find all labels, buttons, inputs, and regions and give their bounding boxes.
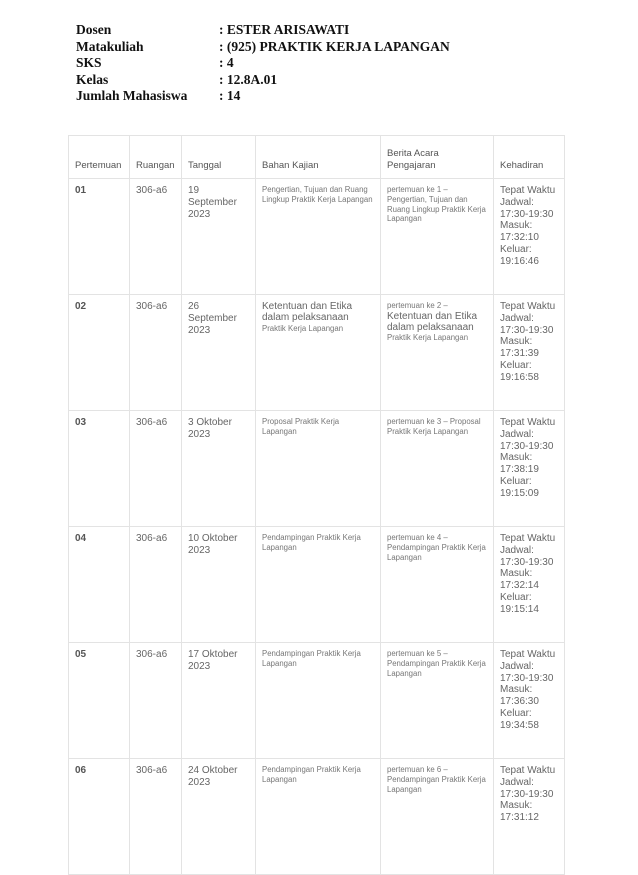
cell-pertemuan: 06 xyxy=(69,759,130,875)
info-value: : (925) PRAKTIK KERJA LAPANGAN xyxy=(219,38,450,54)
cell-text: Pendampingan Praktik Kerja Lapangan xyxy=(262,533,361,552)
info-label: SKS xyxy=(76,55,102,70)
info-row-kelas xyxy=(76,72,450,89)
info-row-sks xyxy=(76,55,450,72)
cell-ruangan: 306-a6 xyxy=(130,759,182,875)
cell-text: pertemuan ke 2 – xyxy=(387,301,448,310)
cell-text: pertemuan ke 6 – Pendampingan Praktik Kerja Lapangan xyxy=(387,765,486,794)
cell-kehadiran: Tepat Waktu Jadwal: 17:30-19:30 Masuk: 17:31:12 xyxy=(494,759,565,875)
info-value: : ESTER ARISAWATI xyxy=(219,22,350,37)
info-label: Kelas xyxy=(76,71,109,87)
cell-tanggal: 10 Oktober 2023 xyxy=(182,527,256,643)
cell-text: Pengertian, Tujuan dan Ruang Lingkup Praktik Kerja Lapangan xyxy=(262,185,373,204)
info-row-matakuliah xyxy=(76,39,450,56)
cell-berita-acara xyxy=(381,295,494,411)
cell-text: Ketentuan dan Etika dalam pelaksanaan xyxy=(387,310,478,334)
cell-bahan-kajian xyxy=(256,527,381,643)
cell-kehadiran: Tepat Waktu Jadwal: 17:30-19:30 Masuk: 17:36:30 Keluar: 19:34:58 xyxy=(494,643,565,759)
info-row-dosen xyxy=(76,22,450,39)
table-row xyxy=(69,759,565,875)
cell-tanggal: 17 Oktober 2023 xyxy=(182,643,256,759)
cell-pertemuan: 01 xyxy=(69,179,130,295)
header-tanggal: Tanggal xyxy=(182,136,256,179)
cell-pertemuan: 03 xyxy=(69,411,130,527)
table-row xyxy=(69,295,565,411)
cell-bahan-kajian xyxy=(256,759,381,875)
table-row xyxy=(69,643,565,759)
cell-kehadiran: Tepat Waktu Jadwal: 17:30-19:30 Masuk: 17:31:39 Keluar: 19:16:58 xyxy=(494,295,565,411)
table-row xyxy=(69,179,565,295)
cell-text: Pendampingan Praktik Kerja Lapangan xyxy=(262,649,361,668)
cell-berita-acara xyxy=(381,643,494,759)
table-row xyxy=(69,411,565,527)
info-row-jumlah-mahasiswa xyxy=(76,88,450,105)
cell-berita-acara xyxy=(381,527,494,643)
info-label: Matakuliah xyxy=(76,38,144,54)
cell-tanggal: 19 September 2023 xyxy=(182,179,256,295)
cell-kehadiran: Tepat Waktu Jadwal: 17:30-19:30 Masuk: 17:32:10 Keluar: 19:16:46 xyxy=(494,179,565,295)
info-value: : 4 xyxy=(219,55,234,70)
cell-pertemuan: 02 xyxy=(69,295,130,411)
cell-text: Proposal Praktik Kerja Lapangan xyxy=(262,417,340,436)
cell-berita-acara xyxy=(381,179,494,295)
cell-bahan-kajian xyxy=(256,643,381,759)
header-ruangan: Ruangan xyxy=(130,136,182,179)
cell-ruangan: 306-a6 xyxy=(130,411,182,527)
attendance-table xyxy=(68,135,565,875)
cell-text: Praktik Kerja Lapangan xyxy=(387,333,469,343)
cell-tanggal: 3 Oktober 2023 xyxy=(182,411,256,527)
cell-text: pertemuan ke 4 – Pendampingan Praktik Kerja Lapangan xyxy=(387,533,486,562)
cell-bahan-kajian xyxy=(256,295,381,411)
cell-bahan-kajian xyxy=(256,411,381,527)
cell-ruangan: 306-a6 xyxy=(130,179,182,295)
info-value: : 12.8A.01 xyxy=(219,71,278,87)
table-header-row xyxy=(69,136,565,179)
cell-tanggal: 24 Oktober 2023 xyxy=(182,759,256,875)
cell-text: pertemuan ke 3 – Proposal Praktik Kerja Lapangan xyxy=(387,417,481,436)
info-value: : 14 xyxy=(219,88,241,103)
cell-tanggal: 26 September 2023 xyxy=(182,295,256,411)
info-label: Jumlah Mahasiswa xyxy=(76,88,188,103)
header-bahan-kajian: Bahan Kajian xyxy=(256,136,381,179)
header-berita-acara: Berita Acara Pengajaran xyxy=(381,136,494,179)
cell-pertemuan: 05 xyxy=(69,643,130,759)
course-info xyxy=(76,22,450,105)
header-kehadiran: Kehadiran xyxy=(494,136,565,179)
cell-text: Pendampingan Praktik Kerja Lapangan xyxy=(262,765,361,784)
cell-bahan-kajian xyxy=(256,179,381,295)
cell-kehadiran: Tepat Waktu Jadwal: 17:30-19:30 Masuk: 17:32:14 Keluar: 19:15:14 xyxy=(494,527,565,643)
cell-text: pertemuan ke 1 – Pengertian, Tujuan dan Ruang Lingkup Praktik Kerja Lapangan xyxy=(387,185,486,224)
header-pertemuan: Pertemuan xyxy=(69,136,130,179)
attendance-table-container xyxy=(68,135,564,824)
cell-text: Ketentuan dan Etika dalam pelaksanaan xyxy=(262,301,353,324)
cell-ruangan: 306-a6 xyxy=(130,643,182,759)
cell-text: pertemuan ke 5 – Pendampingan Praktik Kerja Lapangan xyxy=(387,649,486,678)
info-label: Dosen xyxy=(76,22,112,37)
cell-ruangan: 306-a6 xyxy=(130,527,182,643)
cell-berita-acara xyxy=(381,759,494,875)
cell-berita-acara xyxy=(381,411,494,527)
table-row xyxy=(69,527,565,643)
cell-pertemuan: 04 xyxy=(69,527,130,643)
cell-kehadiran: Tepat Waktu Jadwal: 17:30-19:30 Masuk: 17:38:19 Keluar: 19:15:09 xyxy=(494,411,565,527)
cell-ruangan: 306-a6 xyxy=(130,295,182,411)
cell-text: Praktik Kerja Lapangan xyxy=(262,323,344,333)
table-body xyxy=(69,179,565,875)
